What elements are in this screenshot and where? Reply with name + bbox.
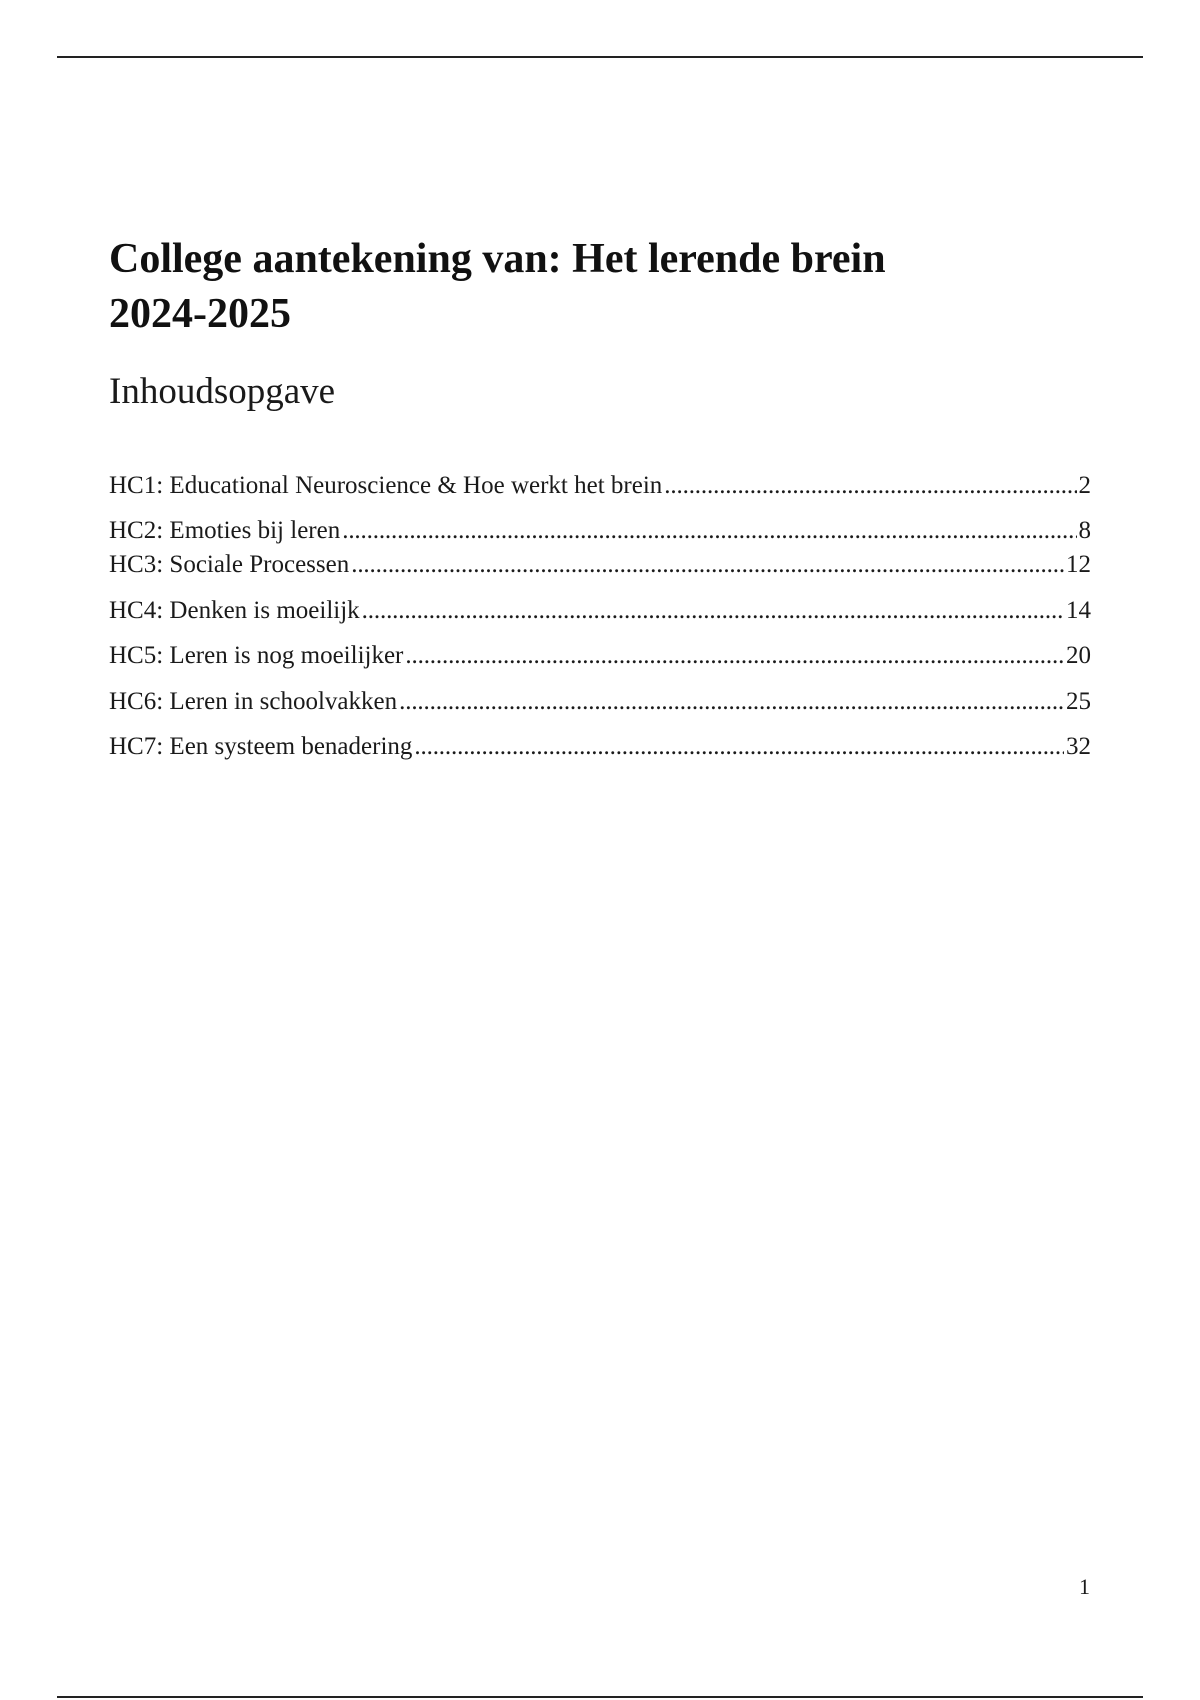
toc-entry-title: HC3: Sociale Processen (109, 551, 350, 578)
toc-entry-page: 12 (1066, 551, 1091, 578)
toc-dot-leader (664, 470, 1076, 502)
toc-entry-hc7[interactable] (109, 731, 1091, 763)
toc-entry-title: HC1: Educational Neuroscience & Hoe werkt het brein (109, 472, 663, 499)
toc-entry-title: HC4: Denken is moeilijk (109, 597, 360, 624)
toc-entry-hc2[interactable] (109, 515, 1091, 547)
toc-entry-title: HC2: Emoties bij leren (109, 517, 341, 544)
document-title-line2: 2024-2025 (109, 291, 291, 337)
toc-dot-leader (351, 549, 1064, 581)
toc-entry-hc5[interactable] (109, 640, 1091, 672)
toc-heading: Inhoudsopgave (109, 371, 336, 412)
toc-entry-page: 32 (1066, 733, 1091, 760)
toc-dot-leader (342, 515, 1076, 547)
document-title-line1: College aantekening van: Het lerende brein (109, 236, 886, 282)
toc-entry-hc4[interactable] (109, 595, 1091, 627)
toc-entry-title: HC7: Een systeem benadering (109, 733, 413, 760)
toc-entry-hc3[interactable] (109, 549, 1091, 581)
toc-entry-page: 20 (1066, 642, 1091, 669)
toc-entry-page: 14 (1066, 597, 1091, 624)
toc-entry-hc1[interactable] (109, 470, 1091, 502)
toc-dot-leader (414, 731, 1064, 763)
toc-entry-page: 2 (1078, 472, 1091, 499)
toc-dot-leader (362, 595, 1064, 627)
toc-dot-leader (405, 640, 1064, 672)
toc-dot-leader (399, 686, 1064, 718)
toc-entry-hc6[interactable] (109, 686, 1091, 718)
toc-entry-page: 8 (1078, 517, 1091, 544)
document-title (109, 232, 1109, 342)
toc-entry-title: HC6: Leren in schoolvakken (109, 688, 398, 715)
toc-entry-page: 25 (1066, 688, 1091, 715)
page-number: 1 (1079, 1574, 1090, 1599)
toc-entry-title: HC5: Leren is nog moeilijker (109, 642, 404, 669)
header-rule (57, 56, 1143, 58)
footer-rule (57, 1696, 1143, 1698)
